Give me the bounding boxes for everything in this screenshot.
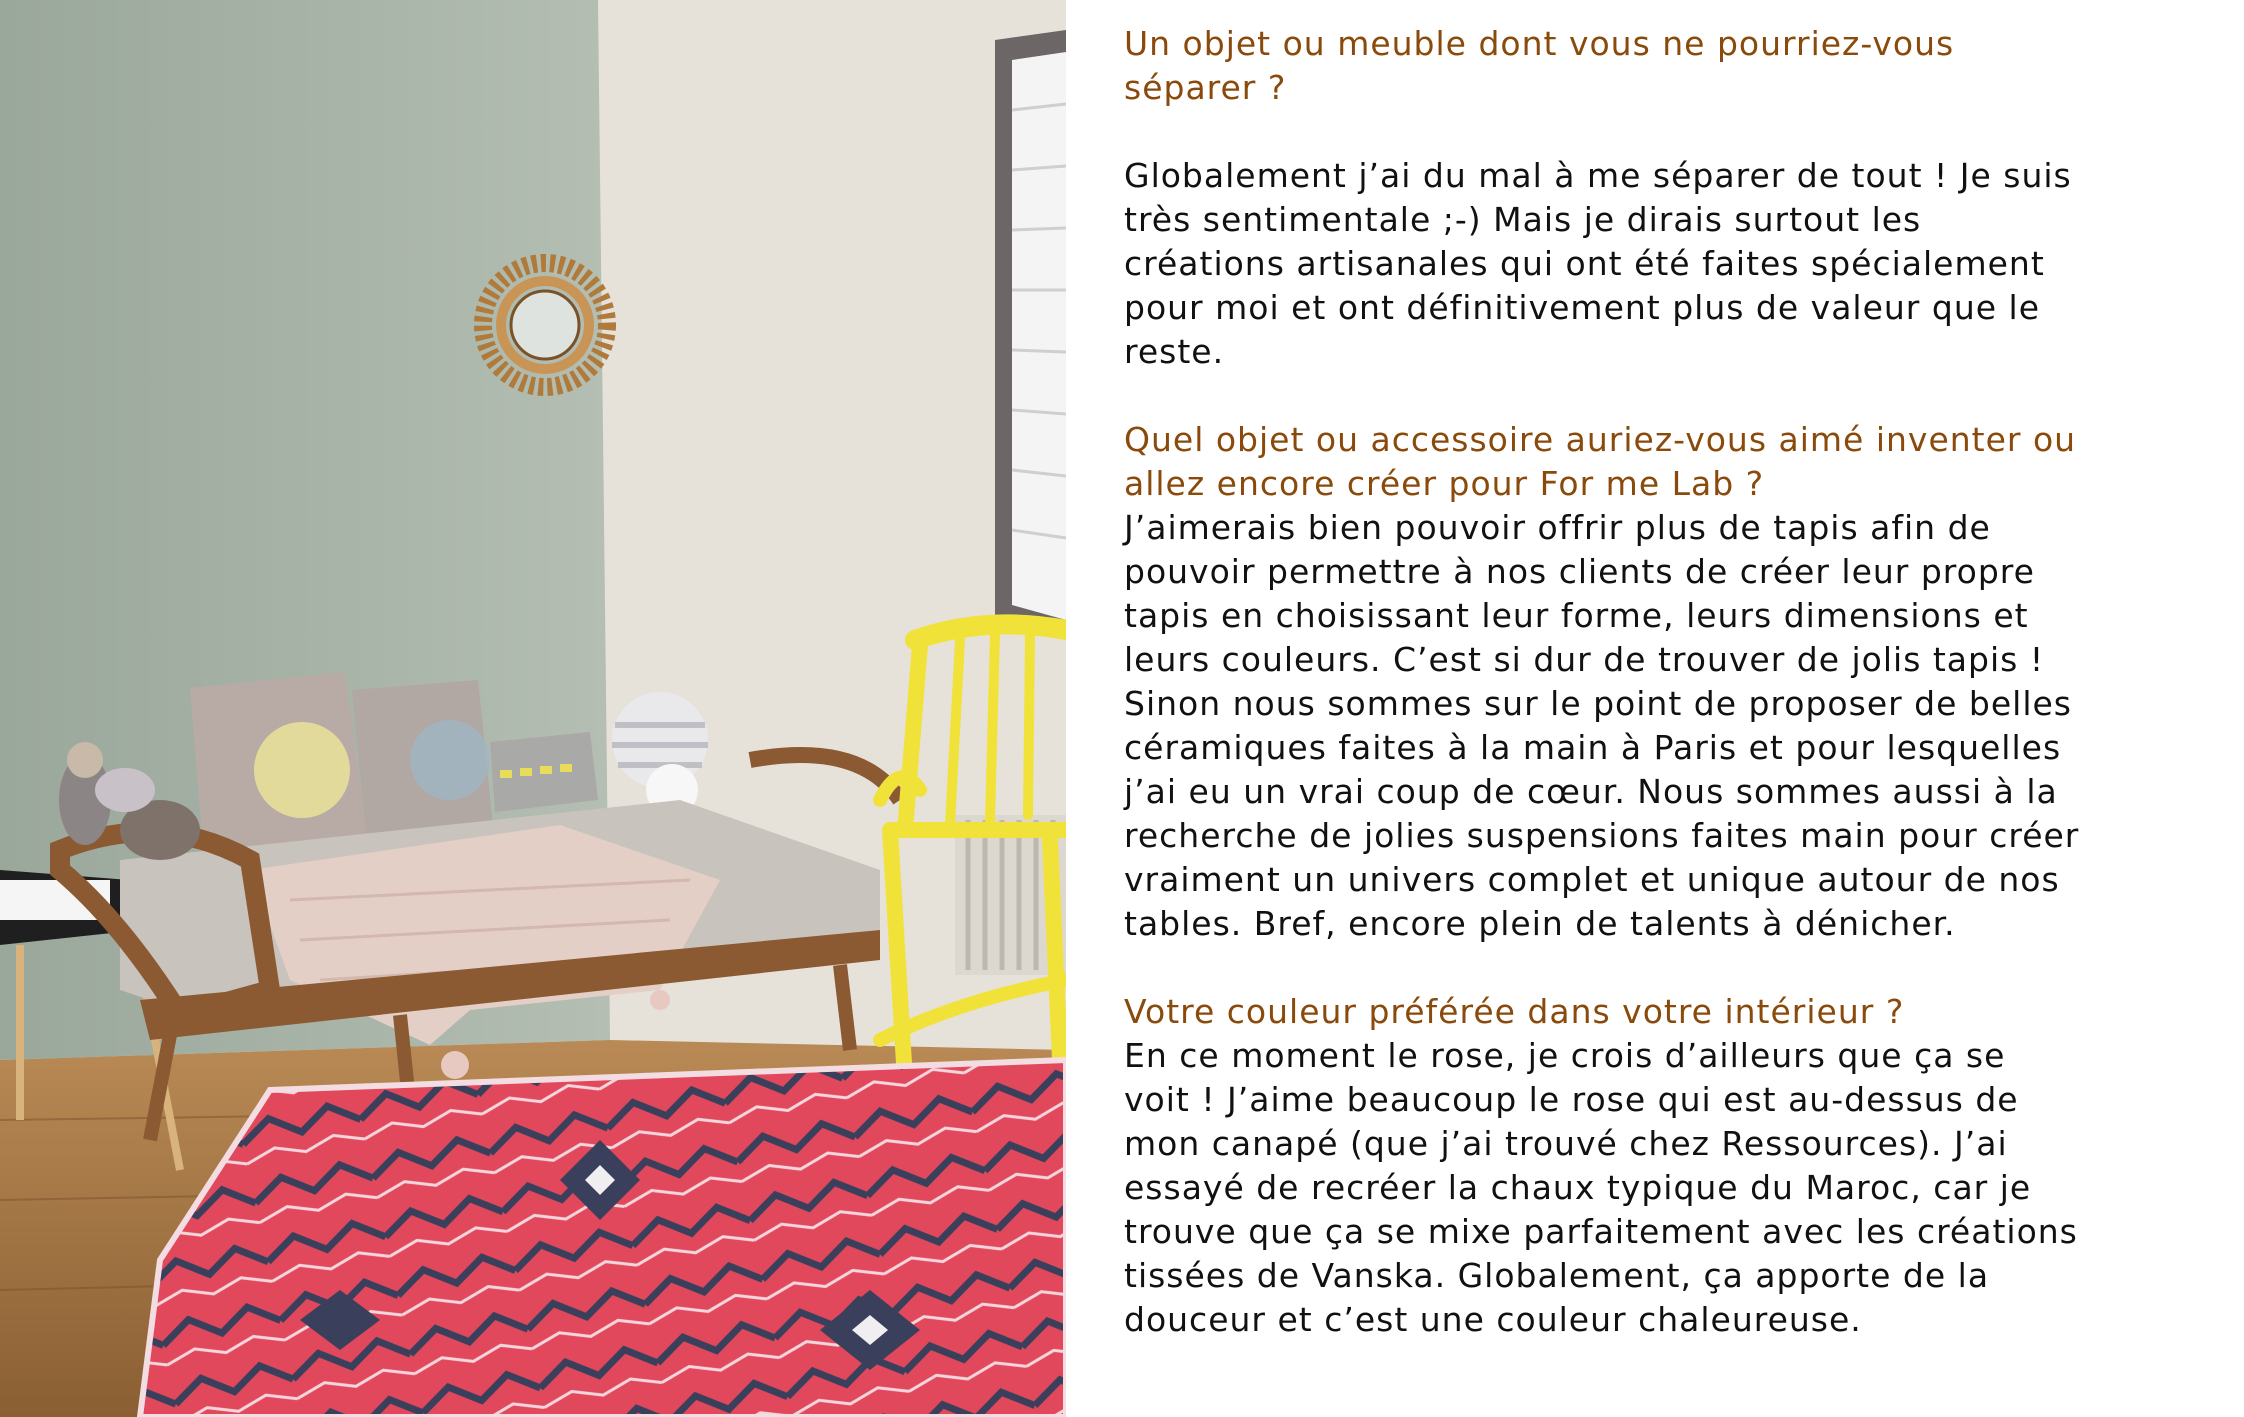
answer-3: En ce moment le rose, je crois d’ailleurs que ça se voit ! J’aime beaucoup le rose qui est au-dessus de mon canapé (que j’ai trouvé chez Ressources). J’ai essayé de recréer la chaux typique du Maroc, car je trouve que ça se mixe parfaitement avec les créations tissées de Vanska. Globalement, ça apporte de la douceur et c’est une couleur chaleureuse. (1124, 1036, 2078, 1339)
interview-block-1 (1124, 22, 2224, 374)
question-3: Votre couleur préférée dans votre intérieur ? (1124, 992, 1905, 1031)
interview-text (1124, 22, 2224, 1342)
answer-2: J’aimerais bien pouvoir offrir plus de tapis afin de pouvoir permettre à nos clients de créer leur propre tapis en choisissant leur forme, leurs dimensions et leurs couleurs. C’est si dur de trouver de jolis tapis ! Sinon nous sommes sur le point de proposer de belles céramiques faites à la main à Paris et pour lesquelles j’ai eu un vrai coup de cœur. Nous sommes aussi à la recherche de jolies suspensions faites main pour créer vraiment un univers complet et unique autour de nos tables. Bref, encore plein de talents à dénicher. (1124, 508, 2080, 943)
question-1: Un objet ou meuble dont vous ne pourriez-vous séparer ? (1124, 24, 1955, 107)
bedroom-illustration (0, 0, 1066, 1417)
pink-rug (140, 1060, 1066, 1417)
answer-1: Globalement j’ai du mal à me séparer de tout ! Je suis très sentimentale ;-) Mais je dirais surtout les créations artisanales qui ont été faites spécialement pour moi et ont définitivement plus de valeur que le reste. (1124, 156, 2072, 371)
bedroom-photo (0, 0, 1066, 1417)
question-2: Quel objet ou accessoire auriez-vous aimé inventer ou allez encore créer pour For me Lab ? (1124, 420, 2077, 503)
interview-block-2 (1124, 418, 2224, 946)
interview-block-3 (1124, 990, 2224, 1342)
